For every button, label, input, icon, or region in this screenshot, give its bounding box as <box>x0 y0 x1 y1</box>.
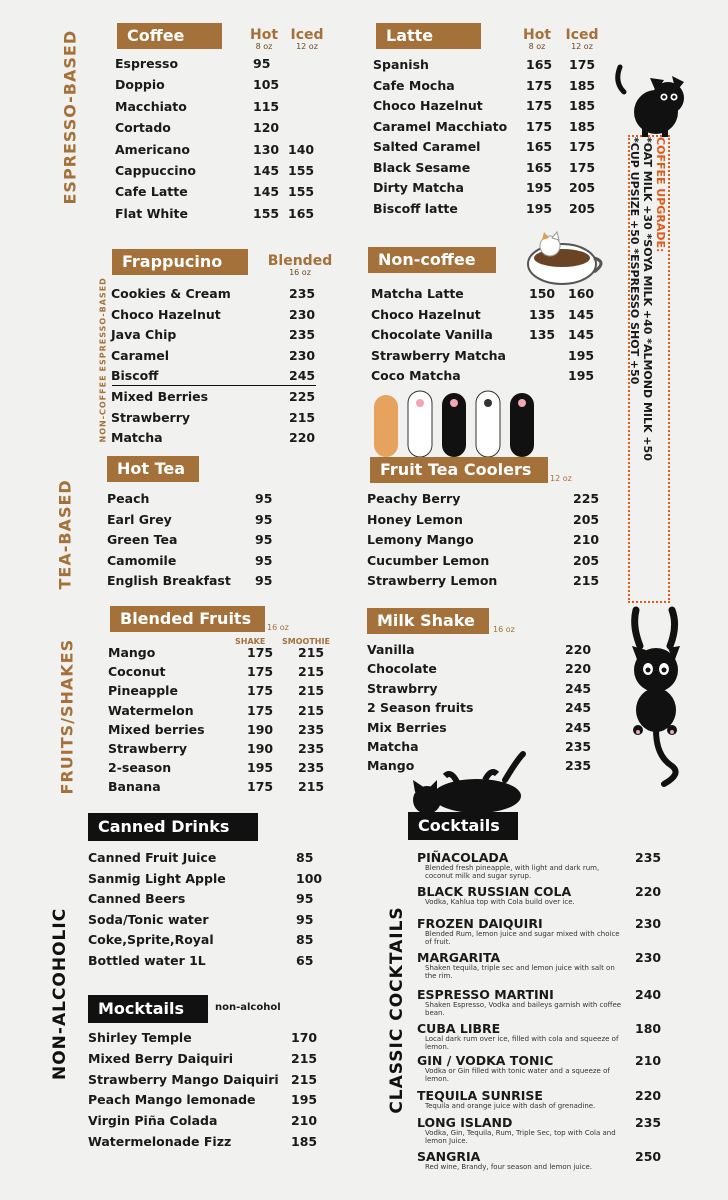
cat-paws-icon <box>370 385 550 457</box>
latte-item-hot: 175 <box>526 77 553 93</box>
noncoffee-item-name: Chocolate Vanilla <box>371 327 493 343</box>
milkshake-item-price: 245 <box>565 700 592 716</box>
blended-item-name: Watermelon <box>108 702 194 718</box>
milkshake-item-name: Strawbrry <box>367 680 438 696</box>
label-frap-noncoffee: NON-COFFEE <box>98 374 108 443</box>
mocktails-item-name: Shirley Temple <box>88 1030 192 1045</box>
cocktail-name: LONG ISLAND <box>417 1115 513 1130</box>
cocktail-price: 230 <box>635 916 662 931</box>
fruittea-row <box>367 489 667 509</box>
frap-divider <box>112 385 316 386</box>
blended-size: 16 oz <box>289 268 311 277</box>
cocktails-header: Cocktails <box>408 812 518 840</box>
cocktail-price: 230 <box>635 950 662 965</box>
fruittea-item-price: 215 <box>573 573 600 589</box>
noncoffee-item-iced: 145 <box>568 306 595 322</box>
canned-row <box>88 869 388 889</box>
hottea-item-name: English Breakfast <box>107 573 231 589</box>
iced-size: 12 oz <box>296 42 318 51</box>
mocktails-item-price: 185 <box>291 1134 318 1149</box>
milkshake-item-name: 2 Season fruits <box>367 700 474 716</box>
blended-item-shake: 175 <box>247 779 274 795</box>
frappucino-item-price: 235 <box>289 327 316 343</box>
hottea-row <box>107 489 407 509</box>
mocktails-header: Mocktails <box>88 995 208 1023</box>
canned-item-price: 95 <box>296 911 314 927</box>
coffee-item-name: Macchiato <box>115 98 187 114</box>
mocktails-item-name: Virgin Piña Colada <box>88 1113 218 1129</box>
milkshake-item-price: 245 <box>565 719 592 735</box>
noncoffee-item-name: Coco Matcha <box>371 368 461 384</box>
mocktails-item-name: Strawberry Mango Daiquiri <box>88 1071 279 1087</box>
cocktail-description: Vodka, Gin, Tequila, Rum, Triple Sec, top with Cola and lemon Juice. <box>425 1129 616 1145</box>
latte-item-iced: 205 <box>569 180 596 195</box>
coffee-row <box>115 118 415 138</box>
fruittea-header: Fruit Tea Coolers <box>370 457 548 483</box>
frappucino-header: Frappucino <box>112 249 248 275</box>
cocktail-name: MARGARITA <box>417 950 501 965</box>
milkshake-item-price: 235 <box>565 739 592 754</box>
frappucino-row <box>111 387 411 407</box>
coffee-item-name: Flat White <box>115 205 189 221</box>
noncoffee-item-iced: 160 <box>568 286 595 301</box>
frappucino-item-name: Caramel <box>111 347 169 363</box>
canned-row <box>88 848 388 868</box>
cocktail-price: 180 <box>635 1021 662 1036</box>
label-frap-espresso: ESPRESSO-BASED <box>98 277 108 372</box>
blended-item-shake: 175 <box>247 702 274 718</box>
hottea-item-price: 95 <box>255 532 273 548</box>
cocktail-price: 240 <box>635 987 662 1002</box>
blended-item-name: Mixed berries <box>108 721 205 737</box>
noncoffee-item-iced: 195 <box>568 368 595 384</box>
blended-row <box>108 777 408 797</box>
coffee-item-hot: 130 <box>253 141 280 157</box>
coffee-row <box>115 97 415 117</box>
blended-shake-header: SHAKE <box>235 637 266 646</box>
cocktail-price: 250 <box>635 1149 662 1164</box>
label-fruits-shakes: FRUITS/SHAKES <box>57 638 77 795</box>
fruittea-item-price: 205 <box>573 511 600 527</box>
coffee-row <box>115 204 415 224</box>
cocktail-name: GIN / VODKA TONIC <box>417 1053 554 1068</box>
blended-item-smoothie: 235 <box>298 760 325 776</box>
frappucino-row <box>111 284 411 304</box>
coffee-item-hot: 120 <box>253 120 280 136</box>
noncoffee-item-name: Strawberry Matcha <box>371 347 506 363</box>
cocktail-price: 235 <box>635 1115 662 1130</box>
latte-item-iced: 175 <box>569 139 596 154</box>
cocktail-description: Shaken tequila, triple sec and lemon juice with salt on the rim. <box>425 964 615 980</box>
upgrade-title: COFFEE UPGRADE: <box>654 137 667 253</box>
coffee-item-iced: 155 <box>288 163 315 178</box>
blended-item-shake: 175 <box>247 645 274 660</box>
coffee-item-iced: 140 <box>288 141 315 157</box>
coffee-row <box>115 140 415 160</box>
cocktail-name: CUBA LIBRE <box>417 1021 501 1036</box>
fruittea-item-name: Cucumber Lemon <box>367 552 490 568</box>
canned-item-name: Canned Beers <box>88 891 186 907</box>
canned-item-name: Sanmig Light Apple <box>88 870 226 886</box>
label-classic-cocktails: CLASSIC COCKTAILS <box>387 906 407 1114</box>
fruittea-row <box>367 530 667 550</box>
blended-item-shake: 175 <box>247 664 274 680</box>
latte-item-name: Biscoff latte <box>373 200 458 216</box>
blended-item-name: Strawberry <box>108 741 188 756</box>
noncoffee-item-name: Matcha Latte <box>371 286 464 301</box>
coffee-row <box>115 161 415 181</box>
fruittea-item-name: Peachy Berry <box>367 491 461 506</box>
latte-item-name: Black Sesame <box>373 159 471 175</box>
coffee-header: Coffee <box>117 23 222 49</box>
cocktail-description: Tequila and orange juice with dash of grenadine. <box>425 1102 596 1110</box>
latte-item-hot: 165 <box>526 57 553 72</box>
coffee-item-hot: 105 <box>253 77 280 93</box>
coffee-item-iced: 155 <box>288 184 315 200</box>
iced-label: Iced <box>565 27 599 43</box>
blended-row <box>108 758 408 778</box>
coffee-item-hot: 115 <box>253 98 280 114</box>
frappucino-item-name: Biscoff <box>111 368 159 384</box>
blended-item-smoothie: 215 <box>298 683 325 699</box>
cocktail-price: 220 <box>635 1088 662 1103</box>
frappucino-item-price: 230 <box>289 347 316 363</box>
canned-row <box>88 889 388 909</box>
fruittea-item-name: Honey Lemon <box>367 511 463 527</box>
cocktail-description: Vodka, Kahlua top with Cola build over ice. <box>425 898 575 906</box>
latte-item-iced: 175 <box>569 159 596 175</box>
blended-item-smoothie: 215 <box>298 645 325 660</box>
mocktails-row <box>88 1070 388 1090</box>
blended-item-name: 2-season <box>108 760 172 776</box>
blended-item-name: Banana <box>108 779 161 795</box>
canned-item-price: 65 <box>296 953 314 968</box>
cocktail-name: TEQUILA SUNRISE <box>417 1088 543 1103</box>
coffee-item-hot: 145 <box>253 184 280 200</box>
noncoffee-item-hot: 150 <box>529 286 556 301</box>
fruittea-size: 12 oz <box>550 474 572 483</box>
cocktail-name: FROZEN DAIQUIRI <box>417 916 543 931</box>
fruittea-item-price: 225 <box>573 491 600 506</box>
latte-item-iced: 205 <box>569 200 596 216</box>
frappucino-row <box>111 346 411 366</box>
frappucino-item-price: 235 <box>289 286 316 301</box>
blended-row <box>108 681 408 701</box>
hottea-row <box>107 510 407 530</box>
coffee-item-name: Cappuccino <box>115 163 196 178</box>
canned-item-name: Bottled water 1L <box>88 953 206 968</box>
cocktail-description: Local dark rum over ice, filled with cola and squeeze of lemon. <box>425 1035 619 1051</box>
frappucino-item-price: 245 <box>289 368 316 384</box>
latte-item-hot: 165 <box>526 139 553 154</box>
latte-item-hot: 175 <box>526 98 553 113</box>
label-espresso-based: ESPRESSO-BASED <box>60 29 80 205</box>
frappucino-row <box>111 325 411 345</box>
latte-item-name: Caramel Macchiato <box>373 118 508 134</box>
latte-item-name: Cafe Mocha <box>373 77 455 93</box>
latte-item-iced: 175 <box>569 57 596 72</box>
noncoffee-item-iced: 145 <box>568 327 595 343</box>
canned-item-price: 85 <box>296 850 314 865</box>
blended-row <box>108 662 408 682</box>
blended-item-smoothie: 235 <box>298 721 325 737</box>
latte-item-hot: 195 <box>526 200 553 216</box>
blended-row <box>108 739 408 759</box>
blended-item-shake: 175 <box>247 683 274 699</box>
cocktail-description: Blended Rum, lemon juice and sugar mixed with choice of fruit. <box>425 930 620 946</box>
coffee-iced-header <box>286 28 328 51</box>
cocktail-name: ESPRESSO MARTINI <box>417 987 554 1002</box>
coffee-item-name: Espresso <box>115 56 179 71</box>
black-cat-lying-icon <box>405 750 535 815</box>
hottea-item-price: 95 <box>255 511 273 527</box>
latte-item-hot: 195 <box>526 180 553 195</box>
fruittea-row <box>367 510 667 530</box>
blended-row <box>108 701 408 721</box>
coffee-hot-header <box>245 28 283 51</box>
hottea-item-name: Earl Grey <box>107 511 172 527</box>
blended-item-shake: 190 <box>247 741 274 756</box>
canned-item-price: 100 <box>296 870 323 886</box>
noncoffee-row <box>371 346 671 366</box>
cocktail-name: SANGRIA <box>417 1149 481 1164</box>
frappucino-item-price: 225 <box>289 389 316 404</box>
blended-item-smoothie: 215 <box>298 779 325 795</box>
blended-item-shake: 195 <box>247 760 274 776</box>
frappucino-item-price: 215 <box>289 409 316 425</box>
hottea-header: Hot Tea <box>107 456 199 482</box>
label-non-alcoholic: NON-ALCOHOLIC <box>50 907 70 1080</box>
milkshake-item-name: Vanilla <box>367 642 415 657</box>
blended-size: 16 oz <box>267 623 289 632</box>
milkshake-header: Milk Shake <box>367 608 489 634</box>
coffee-item-name: Americano <box>115 141 190 157</box>
canned-row <box>88 910 388 930</box>
mocktails-note: non-alcohol <box>215 1002 281 1013</box>
hottea-item-name: Green Tea <box>107 532 178 548</box>
fruittea-item-name: Strawberry Lemon <box>367 573 498 589</box>
mocktails-row <box>88 1132 388 1152</box>
coffee-item-hot: 155 <box>253 205 280 221</box>
coffee-item-iced: 165 <box>288 205 315 221</box>
frappucino-row <box>111 428 411 448</box>
blended-label: Blended <box>267 253 333 269</box>
mocktails-item-price: 215 <box>291 1050 318 1066</box>
hottea-item-price: 95 <box>255 573 273 589</box>
mocktails-row <box>88 1028 388 1048</box>
fruittea-row <box>367 571 667 591</box>
blended-item-smoothie: 215 <box>298 664 325 680</box>
frappucino-row <box>111 305 411 325</box>
fruittea-item-price: 205 <box>573 552 600 568</box>
mocktails-item-name: Watermelonade Fizz <box>88 1134 232 1149</box>
blended-item-smoothie: 215 <box>298 702 325 718</box>
noncoffee-item-iced: 195 <box>568 347 595 363</box>
frappucino-item-name: Java Chip <box>111 327 177 343</box>
canned-item-name: Soda/Tonic water <box>88 911 209 927</box>
blended-smoothie-header: SMOOTHIE <box>282 637 330 646</box>
noncoffee-item-name: Choco Hazelnut <box>371 306 481 322</box>
noncoffee-row <box>371 325 671 345</box>
fruittea-item-price: 210 <box>573 532 600 548</box>
cocktail-description: Red wine, Brandy, four season and lemon juice. <box>425 1163 593 1171</box>
mocktails-item-price: 210 <box>291 1113 318 1129</box>
frappucino-item-name: Cookies & Cream <box>111 286 231 301</box>
canned-item-price: 95 <box>296 891 314 907</box>
noncoffee-row <box>371 366 671 386</box>
cocktail-price: 235 <box>635 850 662 865</box>
iced-size: 12 oz <box>571 42 593 51</box>
latte-item-name: Dirty Matcha <box>373 180 464 195</box>
label-tea-based: TEA-BASED <box>55 479 75 590</box>
frappucino-row <box>111 366 411 386</box>
coffee-item-name: Cortado <box>115 120 171 136</box>
hot-label: Hot <box>249 27 279 43</box>
hottea-item-name: Camomile <box>107 552 177 568</box>
blended-item-name: Pineapple <box>108 683 178 699</box>
mocktails-item-price: 195 <box>291 1092 318 1108</box>
latte-item-iced: 185 <box>569 98 596 113</box>
milkshake-item-price: 235 <box>565 758 592 774</box>
latte-item-name: Salted Caramel <box>373 139 481 154</box>
latte-iced-header <box>561 28 603 51</box>
milkshake-item-name: Mango <box>367 758 415 774</box>
cocktail-name: PIÑACOLADA <box>417 850 509 865</box>
coffee-item-hot: 95 <box>253 56 271 71</box>
noncoffee-header: Non-coffee <box>368 247 496 273</box>
cocktail-description: Blended fresh pineapple, with light and dark rum, coconut milk and sugar syrup. <box>425 864 600 880</box>
canned-row <box>88 951 388 971</box>
mocktails-row <box>88 1090 388 1110</box>
latte-item-iced: 185 <box>569 77 596 93</box>
canned-row <box>88 930 388 950</box>
blended-item-name: Mango <box>108 645 156 660</box>
mocktails-item-name: Peach Mango lemonade <box>88 1092 256 1108</box>
latte-item-name: Choco Hazelnut <box>373 98 483 113</box>
frappucino-row <box>111 408 411 428</box>
cocktail-description: Shaken Espresso, Vodka and baileys garnish with coffee bean. <box>425 1001 622 1017</box>
latte-item-hot: 165 <box>526 159 553 175</box>
hot-label: Hot <box>522 27 552 43</box>
milkshake-item-name: Matcha <box>367 739 419 754</box>
hottea-row <box>107 551 407 571</box>
frappucino-item-name: Strawberry <box>111 409 191 425</box>
cocktail-name: BLACK RUSSIAN COLA <box>417 884 572 899</box>
latte-item-name: Spanish <box>373 57 429 72</box>
canned-item-price: 85 <box>296 932 314 948</box>
hottea-row <box>107 530 407 550</box>
canned-header: Canned Drinks <box>88 813 258 841</box>
cat-in-cup-icon <box>522 228 608 286</box>
milkshake-item-price: 245 <box>565 680 592 696</box>
hottea-item-price: 95 <box>255 491 273 506</box>
milkshake-item-price: 220 <box>565 642 592 657</box>
blended-header: Blended Fruits <box>110 606 265 632</box>
frappucino-item-name: Choco Hazelnut <box>111 306 221 322</box>
latte-header: Latte <box>376 23 481 49</box>
coffee-item-name: Doppio <box>115 77 165 93</box>
fruittea-item-name: Lemony Mango <box>367 532 474 548</box>
coffee-item-hot: 145 <box>253 163 280 178</box>
hottea-row <box>107 571 407 591</box>
blended-item-name: Coconut <box>108 664 166 680</box>
blended-item-smoothie: 235 <box>298 741 325 756</box>
blended-row <box>108 643 408 663</box>
hot-size: 8 oz <box>528 42 546 51</box>
noncoffee-row <box>371 305 671 325</box>
coffee-row <box>115 54 415 74</box>
cocktail-price: 220 <box>635 884 662 899</box>
noncoffee-row <box>371 284 671 304</box>
canned-item-name: Canned Fruit Juice <box>88 850 217 865</box>
black-cat-hanging-icon <box>612 606 696 790</box>
hottea-item-name: Peach <box>107 491 150 506</box>
iced-label: Iced <box>290 27 324 43</box>
frappucino-blended-header <box>264 254 336 277</box>
hottea-item-price: 95 <box>255 552 273 568</box>
mocktails-item-price: 215 <box>291 1071 318 1087</box>
cocktail-description: Vodka or Gin filled with tonic water and a squeeze of lemon. <box>425 1067 610 1083</box>
upgrade-line2: *CUP UPSIZE +50 *ESPRESSO SHOT +50 <box>628 137 641 385</box>
latte-item-hot: 175 <box>526 118 553 134</box>
coffee-item-name: Cafe Latte <box>115 184 188 200</box>
milkshake-size: 16 oz <box>493 625 515 634</box>
milkshake-item-price: 220 <box>565 661 592 677</box>
blended-row <box>108 720 408 740</box>
frappucino-item-price: 230 <box>289 306 316 322</box>
canned-item-name: Coke,Sprite,Royal <box>88 932 214 948</box>
noncoffee-item-hot: 135 <box>529 327 556 343</box>
cocktail-price: 210 <box>635 1053 662 1068</box>
milkshake-item-name: Chocolate <box>367 661 437 677</box>
black-cat-sitting-icon <box>612 42 690 137</box>
latte-hot-header <box>518 28 556 51</box>
mocktails-row <box>88 1111 388 1131</box>
noncoffee-item-hot: 135 <box>529 306 556 322</box>
frappucino-item-name: Mixed Berries <box>111 389 209 404</box>
mocktails-item-name: Mixed Berry Daiquiri <box>88 1050 234 1066</box>
hot-size: 8 oz <box>255 42 273 51</box>
latte-item-iced: 185 <box>569 118 596 134</box>
frappucino-item-price: 220 <box>289 430 316 446</box>
fruittea-row <box>367 551 667 571</box>
mocktails-item-price: 170 <box>291 1030 318 1045</box>
upgrade-line1: *OAT MILK +30 *SOYA MILK +40 *ALMOND MILK +50 <box>641 137 654 461</box>
coffee-row <box>115 75 415 95</box>
mocktails-row <box>88 1049 388 1069</box>
milkshake-item-name: Mix Berries <box>367 719 447 735</box>
blended-item-shake: 190 <box>247 721 274 737</box>
frappucino-item-name: Matcha <box>111 430 163 446</box>
coffee-row <box>115 182 415 202</box>
